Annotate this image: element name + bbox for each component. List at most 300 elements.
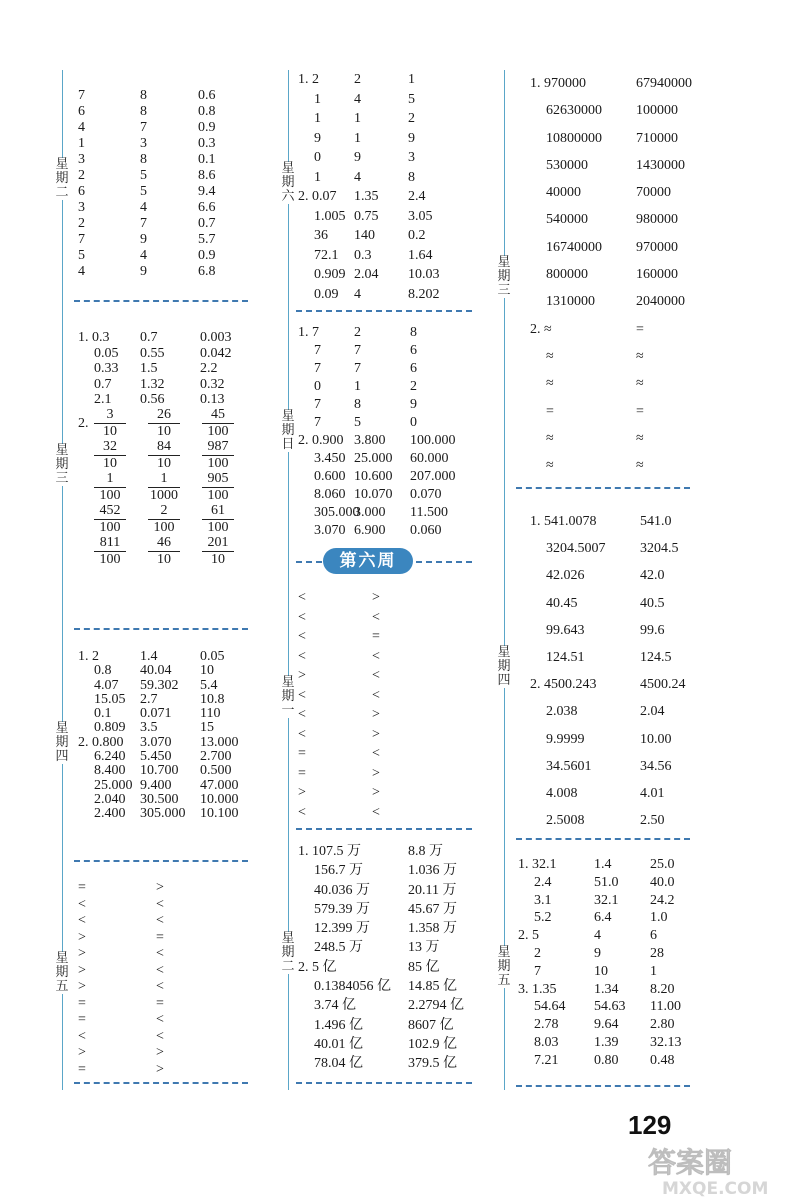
answer-cell: 2.038: [546, 704, 578, 720]
answer-row: [78, 184, 248, 200]
answer-cell: 2: [78, 168, 85, 183]
answer-cell: 25.000: [354, 451, 393, 466]
answer-cell: <: [156, 946, 164, 961]
answer-row: [298, 70, 468, 90]
answer-cell: 10: [594, 963, 608, 979]
answer-row: [298, 977, 478, 996]
answer-row: [298, 842, 478, 861]
answer-cell: 1.4: [594, 857, 612, 872]
answer-row: [530, 726, 710, 753]
answer-cell: >: [372, 590, 380, 605]
answer-cell: 540000: [546, 212, 588, 228]
answer-cell: >: [156, 1061, 164, 1077]
answer-cell: ≈: [546, 430, 554, 446]
answer-cell: 4.07: [94, 677, 119, 693]
answer-cell: 0.1: [198, 152, 216, 167]
answer-cell: 9.400: [140, 777, 172, 793]
numerator: 905: [202, 471, 234, 488]
answer-cell: 1: [650, 963, 657, 979]
section-divider: [296, 1082, 472, 1084]
answer-row: [530, 671, 710, 698]
answer-cell: 9: [314, 130, 321, 146]
answer-cell: >: [156, 880, 164, 895]
answer-cell: 72.1: [314, 247, 339, 263]
answer-cell: 45.67 万: [408, 901, 457, 917]
answer-cell: 2. ≈: [530, 321, 552, 337]
answer-cell: ≈: [636, 458, 644, 474]
answer-cell: 8607 亿: [408, 1017, 454, 1033]
answer-cell: 40.036 万: [314, 882, 370, 898]
answer-cell: 0.9: [198, 120, 216, 135]
answer-row: [78, 750, 252, 764]
answer-cell: <: [156, 913, 164, 928]
answer-cell: 5: [408, 91, 415, 107]
answer-cell: 2.4: [408, 189, 426, 204]
answer-cell: 2.4: [534, 874, 552, 890]
answer-row: [298, 468, 474, 486]
denominator: 10: [157, 552, 171, 567]
answer-cell: 0.6: [198, 88, 216, 103]
section-divider: [74, 300, 248, 302]
answer-cell: 7: [314, 415, 321, 430]
answer-row: [298, 246, 468, 266]
numerator: 1: [148, 471, 180, 488]
answers-friday-2: [518, 856, 700, 1070]
answer-cell: <: [298, 629, 306, 644]
answer-cell: 51.0: [594, 874, 619, 890]
answer-cell: 2.040: [94, 791, 126, 807]
answer-cell: 3.000: [354, 505, 386, 520]
answer-row: [78, 807, 252, 821]
answer-cell: <: [372, 609, 380, 625]
answer-row: [78, 346, 250, 362]
answer-cell: 14.85 亿: [408, 979, 457, 995]
answers-tuesday-2: [298, 842, 478, 1074]
numerator: 26: [148, 407, 180, 424]
answer-cell: 2: [410, 379, 417, 394]
answer-cell: 1.358 万: [408, 921, 457, 937]
answer-cell: 1. 541.0078: [530, 514, 597, 529]
numerator: 46: [148, 535, 180, 552]
answer-cell: 0.9: [198, 248, 216, 263]
answer-cell: 2: [354, 325, 361, 340]
answer-cell: 2.04: [354, 267, 379, 282]
answer-row: [518, 927, 700, 945]
answer-cell: 8: [140, 88, 147, 103]
answer-cell: 0.060: [410, 523, 442, 538]
answer-row: [298, 686, 432, 706]
answer-cell: 60.000: [410, 451, 449, 466]
answer-cell: 5.4: [200, 677, 218, 693]
answer-row: [298, 109, 468, 129]
answer-row: [78, 361, 250, 377]
answer-cell: 54.63: [594, 999, 626, 1015]
denominator: 100: [207, 488, 229, 503]
answer-cell: 70000: [636, 185, 671, 201]
answer-cell: 156.7 万: [314, 863, 363, 879]
answer-row: [298, 803, 432, 823]
answer-cell: 40.5: [640, 595, 665, 611]
answer-cell: 3.5: [140, 720, 158, 736]
answer-cell: 0.003: [200, 330, 232, 345]
answer-row: [298, 129, 468, 149]
answer-cell: 4: [78, 120, 85, 135]
answer-cell: 1: [354, 379, 361, 394]
day-label-sunday: 星 期 日: [281, 409, 295, 452]
answer-cell: 0: [410, 415, 417, 430]
answer-cell: 9: [354, 150, 361, 165]
answer-row: [78, 168, 248, 184]
answer-row: [78, 946, 216, 963]
day-label-wednesday-2: 星 期 三: [497, 255, 511, 298]
answer-cell: 2. 0.800: [78, 734, 124, 750]
answer-cell: 8.060: [314, 487, 346, 502]
answer-cell: 1: [408, 72, 415, 87]
answer-row: [78, 392, 250, 408]
answer-cell: 40.01 亿: [314, 1036, 363, 1052]
answer-row: [298, 744, 432, 764]
section-divider: [516, 1085, 690, 1087]
answer-cell: 124.5: [640, 649, 672, 665]
answer-row: [78, 88, 248, 104]
answer-cell: 4500.24: [640, 677, 686, 693]
answer-cell: 6: [410, 361, 417, 376]
answer-cell: 0.05: [200, 649, 225, 664]
answer-cell: 0.7: [140, 330, 158, 345]
answer-cell: 8: [140, 152, 147, 167]
answer-row: [298, 996, 478, 1015]
answer-cell: <: [372, 804, 380, 820]
answer-row: [298, 647, 432, 667]
answer-cell: 59.302: [140, 677, 179, 693]
answer-cell: 0.071: [140, 706, 172, 722]
answer-row: [78, 1062, 216, 1079]
answer-cell: 11.00: [650, 999, 681, 1015]
section-divider: [74, 860, 248, 862]
answer-row: [78, 996, 216, 1013]
answer-cell: 0.3: [198, 136, 216, 151]
answer-cell: 3: [140, 136, 147, 151]
answer-row: [530, 206, 706, 233]
watermark-site: MXQE.COM: [662, 1179, 769, 1198]
answer-cell: 1. 7: [298, 325, 319, 340]
answer-cell: >: [298, 785, 306, 800]
answer-cell: 10800000: [546, 130, 602, 146]
answer-row: [298, 414, 474, 432]
answer-row: [78, 232, 248, 248]
answer-cell: 0.55: [140, 345, 165, 361]
day-label-tuesday: 星 期 二: [55, 157, 69, 200]
answer-cell: 2.5008: [546, 813, 585, 829]
numerator: 811: [94, 535, 126, 552]
answer-row: [530, 807, 710, 834]
answer-row: [78, 377, 250, 393]
answer-cell: 4.008: [546, 785, 578, 801]
fraction: [94, 471, 126, 504]
numerator: 32: [94, 439, 126, 456]
answer-cell: 5.2: [534, 910, 552, 926]
answer-cell: 2.04: [640, 704, 665, 720]
answer-cell: 0.070: [410, 487, 442, 502]
answer-row: [530, 698, 710, 725]
answer-cell: >: [78, 979, 86, 994]
answer-cell: 28: [650, 945, 664, 961]
answer-cell: 3.800: [354, 433, 386, 448]
answer-cell: 2: [408, 111, 415, 126]
answer-cell: <: [298, 804, 306, 820]
answer-cell: 5.7: [198, 232, 216, 247]
answer-cell: >: [78, 1045, 86, 1060]
answer-cell: =: [78, 1061, 86, 1077]
answer-cell: <: [372, 746, 380, 761]
day-label-thursday: 星 期 四: [55, 721, 69, 764]
answer-cell: 10.700: [140, 763, 179, 779]
numerator: 201: [202, 535, 234, 552]
answer-cell: 13 万: [408, 940, 440, 956]
answer-cell: 3204.5: [640, 541, 679, 557]
answer-cell: 12.399 万: [314, 921, 370, 937]
answer-cell: 0.3: [354, 247, 372, 263]
watermark-logo: [640, 1138, 780, 1198]
day-label-friday: 星 期 五: [55, 951, 69, 994]
answer-row: [78, 963, 216, 980]
answer-cell: 1430000: [636, 157, 685, 173]
answer-cell: 1.39: [594, 1034, 619, 1050]
answer-cell: 25.0: [650, 857, 675, 872]
fraction: [202, 535, 234, 568]
answer-cell: 9: [140, 232, 147, 247]
answer-row: [78, 693, 252, 707]
answer-cell: <: [78, 896, 86, 912]
answer-cell: 2.7: [140, 691, 158, 707]
numerator: 3: [94, 407, 126, 424]
answer-row: [78, 707, 252, 721]
day-label-friday-2: 星 期 五: [497, 945, 511, 988]
answer-row: [530, 617, 710, 644]
answer-cell: 15.05: [94, 691, 126, 707]
answer-row: [518, 1034, 700, 1052]
answers-monday: [298, 588, 432, 822]
answer-cell: 0: [314, 379, 321, 394]
fraction: [94, 535, 126, 568]
answer-cell: 13.000: [200, 734, 239, 750]
fraction: [148, 439, 180, 472]
answer-cell: 7: [534, 963, 541, 979]
answer-cell: 3.05: [408, 208, 433, 224]
answer-cell: 1.64: [408, 247, 433, 263]
answer-row: [298, 861, 478, 880]
answer-cell: 40000: [546, 185, 581, 201]
answer-cell: 4.01: [640, 785, 665, 801]
answer-cell: 2. 4500.243: [530, 677, 597, 693]
answers-thursday-2: [530, 508, 710, 834]
answer-row: [298, 783, 432, 803]
answer-row: [530, 125, 706, 152]
answer-row: [298, 608, 432, 628]
answer-row: [298, 450, 474, 468]
answer-row: [298, 207, 468, 227]
fraction: [94, 503, 126, 536]
answer-cell: 100.000: [410, 433, 456, 448]
answer-cell: <: [156, 1028, 164, 1044]
answer-cell: 10.100: [200, 806, 239, 822]
answer-cell: 10.600: [354, 469, 393, 484]
answer-cell: 3: [408, 150, 415, 165]
fraction-row: [78, 472, 250, 504]
column-1-rule: [62, 70, 63, 1090]
answer-cell: 10.8: [200, 691, 225, 707]
answer-row: [530, 508, 710, 535]
answer-cell: 2040000: [636, 294, 685, 310]
answer-cell: 2: [78, 216, 85, 231]
answer-row: [298, 324, 474, 342]
answer-cell: 5: [140, 184, 147, 199]
answer-cell: =: [156, 929, 164, 945]
answer-cell: 5.450: [140, 749, 172, 765]
denominator: 1000: [150, 488, 178, 503]
section-divider: [74, 1082, 248, 1084]
answer-cell: 42.0: [640, 568, 665, 584]
answer-cell: =: [546, 403, 554, 419]
answer-cell: 8: [408, 169, 415, 185]
fraction-row: [78, 504, 250, 536]
answer-cell: 8: [140, 104, 147, 119]
answer-cell: 1.496 亿: [314, 1017, 363, 1033]
answer-cell: 1. 32.1: [518, 857, 557, 872]
answer-cell: <: [298, 726, 306, 742]
answer-cell: 124.51: [546, 649, 585, 665]
fraction-row: [78, 440, 250, 472]
answer-row: [78, 736, 252, 750]
answer-cell: 10.03: [408, 267, 440, 282]
answer-row: [78, 913, 216, 930]
answer-cell: 305.000: [314, 505, 360, 520]
answer-row: [78, 1012, 216, 1029]
answer-cell: >: [372, 785, 380, 800]
answer-cell: ≈: [636, 430, 644, 446]
answer-cell: 579.39 万: [314, 901, 370, 917]
answer-cell: 10: [200, 663, 214, 679]
fraction: [148, 503, 180, 536]
answer-cell: 0.8: [94, 663, 112, 679]
denominator: 10: [157, 424, 171, 439]
answer-cell: <: [78, 1028, 86, 1044]
answer-cell: 3.070: [314, 523, 346, 538]
numerator: 45: [202, 407, 234, 424]
answer-cell: >: [78, 962, 86, 978]
answer-row: [298, 958, 478, 977]
answer-row: [78, 880, 216, 897]
answer-cell: >: [156, 1045, 164, 1060]
section-divider: [296, 310, 472, 312]
answer-cell: 800000: [546, 267, 588, 283]
answer-cell: 7: [314, 343, 321, 358]
answer-cell: =: [78, 880, 86, 895]
answer-cell: 4: [354, 91, 361, 107]
denominator: 100: [207, 424, 229, 439]
answer-cell: 9: [140, 264, 147, 279]
answer-cell: 1310000: [546, 294, 595, 310]
answer-row: [298, 881, 478, 900]
answer-row: [518, 998, 700, 1016]
answer-cell: <: [156, 962, 164, 978]
answer-row: [78, 136, 248, 152]
answer-cell: 7.21: [534, 1052, 559, 1068]
answer-row: [530, 590, 710, 617]
answer-cell: 42.026: [546, 568, 585, 584]
answer-cell: 7: [354, 361, 361, 376]
answer-cell: 7: [140, 216, 147, 231]
answer-cell: 0.56: [140, 392, 165, 407]
answer-row: [518, 945, 700, 963]
answer-cell: <: [78, 913, 86, 928]
numerator: 1: [94, 471, 126, 488]
answer-cell: 530000: [546, 157, 588, 173]
answer-cell: 9: [594, 945, 601, 961]
answer-cell: 7: [314, 361, 321, 376]
answer-cell: 0.32: [200, 376, 225, 392]
day-label-thursday-2: 星 期 四: [497, 645, 511, 688]
answer-cell: 32.13: [650, 1034, 682, 1050]
answer-row: [298, 90, 468, 110]
answer-row: [298, 168, 468, 188]
answer-cell: 24.2: [650, 892, 675, 908]
answer-row: [518, 963, 700, 981]
answer-cell: 9: [410, 397, 417, 412]
answer-cell: <: [298, 707, 306, 722]
answer-cell: 32.1: [594, 892, 619, 908]
answer-cell: >: [78, 946, 86, 961]
answer-cell: 1. 970000: [530, 76, 586, 91]
watermark-text: 答案圈: [648, 1146, 733, 1179]
answer-cell: >: [298, 668, 306, 683]
answer-cell: 6.240: [94, 749, 126, 765]
answer-row: [78, 104, 248, 120]
answer-row: [298, 522, 474, 540]
denominator: 10: [103, 456, 117, 471]
answer-cell: 10.00: [640, 731, 672, 747]
answer-row: [298, 705, 432, 725]
answer-cell: 2.50: [640, 813, 665, 829]
day-label-wednesday: 星 期 三: [55, 443, 69, 486]
answer-row: [78, 664, 252, 678]
denominator: 100: [99, 552, 121, 567]
answer-cell: 9.64: [594, 1017, 619, 1033]
answer-cell: 2.400: [94, 806, 126, 822]
answer-row: [298, 285, 468, 305]
answer-cell: 110: [200, 706, 221, 722]
answer-cell: 5: [354, 415, 361, 430]
answer-row: [78, 793, 252, 807]
answer-row: [298, 360, 474, 378]
answer-cell: 1. 2: [78, 649, 99, 664]
answer-row: [298, 938, 478, 957]
column-3-rule: [504, 70, 505, 1090]
answer-row: [298, 1016, 478, 1035]
answer-row: [518, 909, 700, 927]
answer-cell: 379.5 亿: [408, 1056, 457, 1072]
answer-cell: <: [298, 609, 306, 625]
answer-cell: 9.9999: [546, 731, 585, 747]
answer-row: [78, 897, 216, 914]
answer-cell: 980000: [636, 212, 678, 228]
answer-row: [530, 97, 706, 124]
answer-cell: <: [298, 590, 306, 605]
answer-row: [518, 981, 700, 999]
answer-row: [298, 226, 468, 246]
answer-cell: <: [156, 979, 164, 994]
answer-cell: 10.000: [200, 791, 239, 807]
